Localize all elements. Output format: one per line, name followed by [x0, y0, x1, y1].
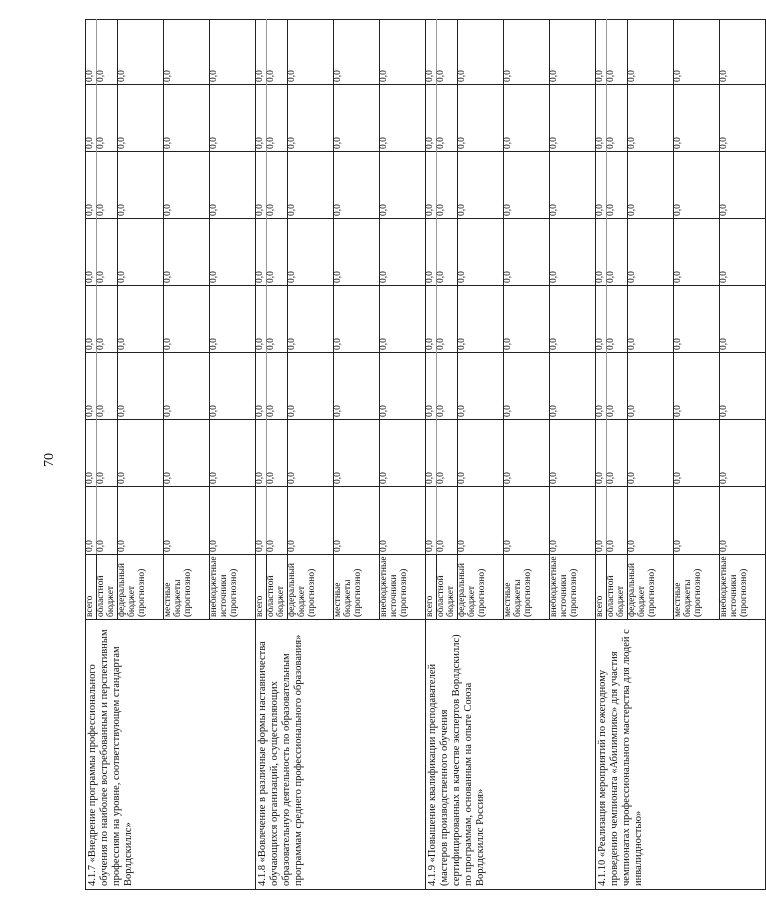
- value-cell: 0,0: [595, 152, 606, 219]
- value-cell: 0,0: [333, 286, 379, 353]
- value-cell: 0,0: [287, 219, 333, 286]
- value-cell: 0,0: [287, 152, 333, 219]
- value-cell: 0,0: [163, 152, 209, 219]
- value-cell: 0,0: [549, 219, 595, 286]
- value-cell: 0,0: [209, 353, 255, 420]
- value-cell: 0,0: [503, 353, 549, 420]
- value-cell: 0,0: [86, 85, 97, 152]
- value-cell: 0,0: [436, 353, 457, 420]
- value-cell: 0,0: [163, 420, 209, 487]
- source-label: федеральный бюджет (прогнозно): [627, 555, 673, 620]
- value-cell: 0,0: [627, 152, 673, 219]
- source-label: федеральный бюджет (прогнозно): [117, 555, 163, 620]
- activity-name: 4.1.10 «Реализация мероприятий по ежегодному проведению чемпионата «Абилимпикс» для участия чемпионатах профессионального мастерства для людей с инвалидностью»: [595, 620, 765, 890]
- value-cell: 0,0: [266, 85, 287, 152]
- value-cell: 0,0: [86, 219, 97, 286]
- value-cell: 0,0: [333, 353, 379, 420]
- value-cell: 0,0: [549, 286, 595, 353]
- value-cell: 0,0: [549, 152, 595, 219]
- value-cell: 0,0: [595, 219, 606, 286]
- value-cell: 0,0: [719, 20, 765, 85]
- value-cell: 0,0: [86, 420, 97, 487]
- value-cell: 0,0: [457, 286, 503, 353]
- value-cell: 0,0: [86, 353, 97, 420]
- value-cell: 0,0: [266, 20, 287, 85]
- source-label: всего: [255, 555, 266, 620]
- value-cell: 0,0: [425, 286, 436, 353]
- value-cell: 0,0: [86, 286, 97, 353]
- value-cell: 0,0: [266, 420, 287, 487]
- value-cell: 0,0: [255, 219, 266, 286]
- value-cell: 0,0: [436, 420, 457, 487]
- value-cell: 0,0: [163, 85, 209, 152]
- value-cell: 0,0: [379, 219, 425, 286]
- value-cell: 0,0: [266, 286, 287, 353]
- value-cell: 0,0: [96, 219, 117, 286]
- value-cell: 0,0: [266, 353, 287, 420]
- value-cell: 0,0: [86, 487, 97, 555]
- value-cell: 0,0: [255, 487, 266, 555]
- value-cell: 0,0: [117, 286, 163, 353]
- value-cell: 0,0: [163, 353, 209, 420]
- source-label: областной бюджет: [266, 555, 287, 620]
- value-cell: 0,0: [255, 20, 266, 85]
- value-cell: 0,0: [673, 219, 719, 286]
- value-cell: 0,0: [379, 20, 425, 85]
- value-cell: 0,0: [86, 152, 97, 219]
- value-cell: 0,0: [673, 420, 719, 487]
- value-cell: 0,0: [457, 20, 503, 85]
- value-cell: 0,0: [96, 353, 117, 420]
- value-cell: 0,0: [287, 85, 333, 152]
- value-cell: 0,0: [606, 152, 627, 219]
- table-row: [86, 20, 97, 890]
- value-cell: 0,0: [719, 487, 765, 555]
- activity-name: 4.1.8 «Вовлечение в различные формы наставничества обучающихся организаций, осуществляющих образовательную деятельность по образовательным программам среднего профессионального образования»: [255, 620, 425, 890]
- value-cell: 0,0: [549, 420, 595, 487]
- table-row: [595, 20, 606, 890]
- value-cell: 0,0: [627, 20, 673, 85]
- source-label: местные бюджеты (прогнозно): [503, 555, 549, 620]
- value-cell: 0,0: [595, 420, 606, 487]
- value-cell: 0,0: [209, 420, 255, 487]
- value-cell: 0,0: [595, 353, 606, 420]
- value-cell: 0,0: [719, 219, 765, 286]
- value-cell: 0,0: [606, 219, 627, 286]
- value-cell: 0,0: [719, 420, 765, 487]
- value-cell: 0,0: [255, 286, 266, 353]
- value-cell: 0,0: [606, 85, 627, 152]
- value-cell: 0,0: [96, 20, 117, 85]
- source-label: внебюджетные источники (прогнозно): [549, 555, 595, 620]
- value-cell: 0,0: [379, 353, 425, 420]
- value-cell: 0,0: [209, 152, 255, 219]
- value-cell: 0,0: [425, 152, 436, 219]
- value-cell: 0,0: [117, 219, 163, 286]
- value-cell: 0,0: [117, 420, 163, 487]
- source-label: областной бюджет: [96, 555, 117, 620]
- value-cell: 0,0: [549, 487, 595, 555]
- value-cell: 0,0: [266, 219, 287, 286]
- page-number: 70: [42, 453, 57, 467]
- source-label: федеральный бюджет (прогнозно): [287, 555, 333, 620]
- source-label: внебюджетные источники (прогнозно): [719, 555, 765, 620]
- value-cell: 0,0: [673, 152, 719, 219]
- value-cell: 0,0: [549, 353, 595, 420]
- value-cell: 0,0: [333, 420, 379, 487]
- value-cell: 0,0: [595, 487, 606, 555]
- value-cell: 0,0: [627, 487, 673, 555]
- value-cell: 0,0: [163, 487, 209, 555]
- value-cell: 0,0: [606, 487, 627, 555]
- value-cell: 0,0: [96, 152, 117, 219]
- source-label: федеральный бюджет (прогнозно): [457, 555, 503, 620]
- value-cell: 0,0: [627, 420, 673, 487]
- value-cell: 0,0: [627, 219, 673, 286]
- value-cell: 0,0: [379, 152, 425, 219]
- value-cell: 0,0: [627, 286, 673, 353]
- value-cell: 0,0: [719, 152, 765, 219]
- value-cell: 0,0: [673, 85, 719, 152]
- value-cell: 0,0: [163, 20, 209, 85]
- value-cell: 0,0: [503, 487, 549, 555]
- value-cell: 0,0: [549, 85, 595, 152]
- value-cell: 0,0: [255, 420, 266, 487]
- value-cell: 0,0: [86, 20, 97, 85]
- value-cell: 0,0: [163, 219, 209, 286]
- value-cell: 0,0: [425, 420, 436, 487]
- value-cell: 0,0: [163, 286, 209, 353]
- value-cell: 0,0: [606, 20, 627, 85]
- value-cell: 0,0: [436, 152, 457, 219]
- source-label: областной бюджет: [606, 555, 627, 620]
- source-label: внебюджетные источники (прогнозно): [209, 555, 255, 620]
- value-cell: 0,0: [673, 20, 719, 85]
- source-label: областной бюджет: [436, 555, 457, 620]
- value-cell: 0,0: [627, 85, 673, 152]
- value-cell: 0,0: [673, 487, 719, 555]
- source-label: местные бюджеты (прогнозно): [673, 555, 719, 620]
- value-cell: 0,0: [333, 85, 379, 152]
- value-cell: 0,0: [287, 286, 333, 353]
- value-cell: 0,0: [457, 353, 503, 420]
- value-cell: 0,0: [719, 286, 765, 353]
- value-cell: 0,0: [595, 286, 606, 353]
- value-cell: 0,0: [287, 20, 333, 85]
- value-cell: 0,0: [457, 85, 503, 152]
- value-cell: 0,0: [117, 353, 163, 420]
- value-cell: 0,0: [379, 487, 425, 555]
- activity-name: 4.1.9 «Повышение квалификации преподавателей (мастеров производственного обучения сертифицированных в качестве экспертов Ворлдскиллс) по программам, основанным на опыте Союза Ворлдскиллс Россия»: [425, 620, 595, 890]
- value-cell: 0,0: [333, 487, 379, 555]
- value-cell: 0,0: [287, 487, 333, 555]
- activity-name: 4.1.7 «Внедрение программы профессионального обучения по наиболее востребованным и перспективным профессиям на уровне, соответствующем стандартам Ворлдскиллс»: [86, 620, 256, 890]
- value-cell: 0,0: [425, 487, 436, 555]
- value-cell: 0,0: [209, 487, 255, 555]
- value-cell: 0,0: [255, 152, 266, 219]
- value-cell: 0,0: [436, 20, 457, 85]
- value-cell: 0,0: [117, 152, 163, 219]
- value-cell: 0,0: [209, 20, 255, 85]
- value-cell: 0,0: [606, 286, 627, 353]
- value-cell: 0,0: [673, 353, 719, 420]
- value-cell: 0,0: [503, 219, 549, 286]
- value-cell: 0,0: [503, 152, 549, 219]
- source-label: местные бюджеты (прогнозно): [163, 555, 209, 620]
- funding-table: [85, 19, 766, 890]
- value-cell: 0,0: [333, 219, 379, 286]
- value-cell: 0,0: [436, 85, 457, 152]
- value-cell: 0,0: [457, 152, 503, 219]
- value-cell: 0,0: [333, 152, 379, 219]
- value-cell: 0,0: [457, 420, 503, 487]
- source-label: местные бюджеты (прогнозно): [333, 555, 379, 620]
- source-label: внебюджетные источники (прогнозно): [379, 555, 425, 620]
- value-cell: 0,0: [549, 20, 595, 85]
- value-cell: 0,0: [96, 286, 117, 353]
- value-cell: 0,0: [379, 420, 425, 487]
- value-cell: 0,0: [379, 85, 425, 152]
- value-cell: 0,0: [209, 286, 255, 353]
- value-cell: 0,0: [209, 219, 255, 286]
- value-cell: 0,0: [595, 20, 606, 85]
- value-cell: 0,0: [627, 353, 673, 420]
- value-cell: 0,0: [255, 353, 266, 420]
- value-cell: 0,0: [503, 85, 549, 152]
- table-row: [425, 20, 436, 890]
- value-cell: 0,0: [287, 420, 333, 487]
- source-label: всего: [425, 555, 436, 620]
- value-cell: 0,0: [117, 20, 163, 85]
- value-cell: 0,0: [606, 353, 627, 420]
- value-cell: 0,0: [425, 20, 436, 85]
- value-cell: 0,0: [457, 219, 503, 286]
- value-cell: 0,0: [209, 85, 255, 152]
- source-label: всего: [595, 555, 606, 620]
- value-cell: 0,0: [719, 353, 765, 420]
- value-cell: 0,0: [673, 286, 719, 353]
- value-cell: 0,0: [503, 20, 549, 85]
- value-cell: 0,0: [503, 420, 549, 487]
- value-cell: 0,0: [425, 353, 436, 420]
- source-label: всего: [86, 555, 97, 620]
- value-cell: 0,0: [606, 420, 627, 487]
- value-cell: 0,0: [266, 487, 287, 555]
- value-cell: 0,0: [425, 85, 436, 152]
- value-cell: 0,0: [379, 286, 425, 353]
- value-cell: 0,0: [425, 219, 436, 286]
- value-cell: 0,0: [719, 85, 765, 152]
- value-cell: 0,0: [503, 286, 549, 353]
- value-cell: 0,0: [457, 487, 503, 555]
- value-cell: 0,0: [595, 85, 606, 152]
- value-cell: 0,0: [287, 353, 333, 420]
- value-cell: 0,0: [333, 20, 379, 85]
- value-cell: 0,0: [266, 152, 287, 219]
- value-cell: 0,0: [96, 487, 117, 555]
- table-row: [255, 20, 266, 890]
- value-cell: 0,0: [96, 85, 117, 152]
- value-cell: 0,0: [436, 286, 457, 353]
- value-cell: 0,0: [436, 487, 457, 555]
- value-cell: 0,0: [96, 420, 117, 487]
- value-cell: 0,0: [255, 85, 266, 152]
- value-cell: 0,0: [436, 219, 457, 286]
- value-cell: 0,0: [117, 487, 163, 555]
- value-cell: 0,0: [117, 85, 163, 152]
